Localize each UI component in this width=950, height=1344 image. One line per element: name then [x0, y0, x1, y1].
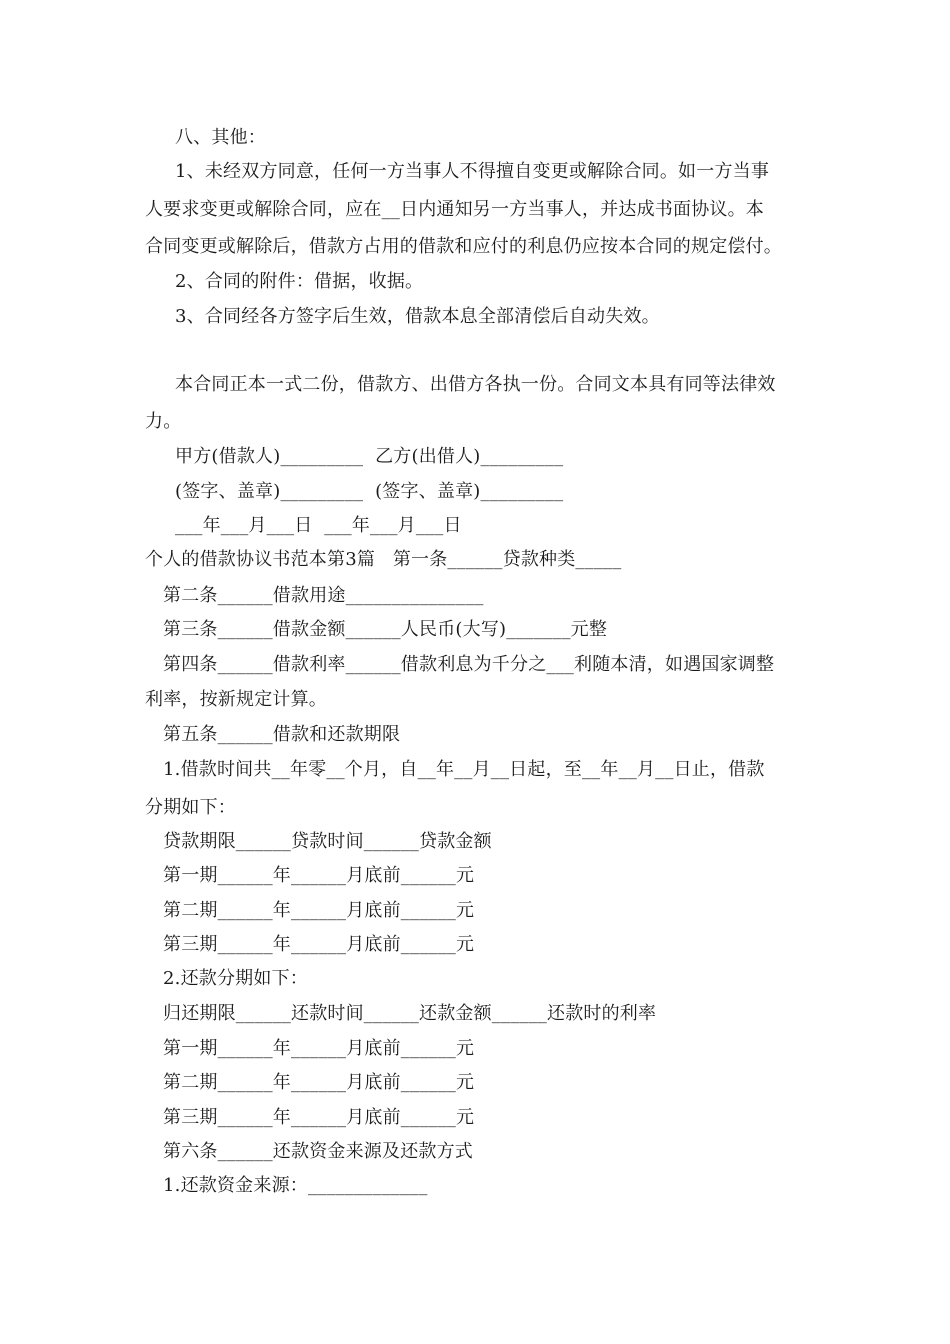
- repayment-table-header: 归还期限______还款时间______还款金额______还款时的利率: [163, 1003, 657, 1024]
- article-6: 第六条______还款资金来源及还款方式: [163, 1141, 473, 1162]
- repayment-period-1: 第一期______年______月底前______元: [163, 1038, 475, 1059]
- section-heading-other: 八、其他：: [175, 127, 266, 148]
- repayment-heading: 2.还款分期如下：: [163, 968, 308, 989]
- loan-period-1: 第一期______年______月底前______元: [163, 865, 475, 886]
- seal-line: (签字、盖章)_________ (签字、盖章)_________: [175, 481, 564, 502]
- clause-3: 3、合同经各方签字后生效，借款本息全部清偿后自动失效。: [175, 306, 660, 327]
- repayment-period-3: 第三期______年______月底前______元: [163, 1107, 475, 1128]
- article-5: 第五条______借款和还款期限: [163, 724, 401, 745]
- clause-1-line-3: 合同变更或解除后，借款方占用的借款和应付的利息仍应按本合同的规定偿付。: [145, 236, 782, 257]
- clause-2: 2、合同的附件：借据，收据。: [175, 271, 424, 292]
- copies-statement-line-2: 力。: [145, 411, 182, 432]
- repayment-period-2: 第二期______年______月底前______元: [163, 1072, 475, 1093]
- clause-1-line-1: 1、未经双方同意，任何一方当事人不得擅自变更或解除合同。如一方当事: [175, 161, 770, 182]
- loan-period-line-1: 1.借款时间共__年零__个月，自__年__月__日起，至__年__月__日止，借款: [163, 759, 765, 780]
- article-1-heading: 个人的借款协议书范本第3篇 第一条______贷款种类_____: [145, 549, 622, 570]
- loan-period-3: 第三期______年______月底前______元: [163, 934, 475, 955]
- clause-1-line-2: 人要求变更或解除合同，应在__日内通知另一方当事人，并达成书面协议。本: [145, 199, 764, 220]
- copies-statement-line-1: 本合同正本一式二份，借款方、出借方各执一份。合同文本具有同等法律效: [175, 374, 776, 395]
- loan-table-header: 贷款期限______贷款时间______贷款金额: [163, 831, 492, 852]
- article-4-line-1: 第四条______借款利率______借款利息为千分之___利随本清，如遇国家调整: [163, 654, 775, 675]
- article-2: 第二条______借款用途_______________: [163, 585, 484, 606]
- repayment-source: 1.还款资金来源：_____________: [163, 1175, 428, 1196]
- article-4-line-2: 利率，按新规定计算。: [145, 689, 327, 710]
- party-signature-line: 甲方(借款人)_________ 乙方(出借人)_________: [175, 446, 564, 467]
- loan-period-2: 第二期______年______月底前______元: [163, 900, 475, 921]
- loan-period-line-2: 分期如下：: [145, 797, 236, 818]
- article-3: 第三条______借款金额______人民币(大写)_______元整: [163, 619, 608, 640]
- date-line: ___年___月___日 ___年___月___日: [175, 515, 462, 536]
